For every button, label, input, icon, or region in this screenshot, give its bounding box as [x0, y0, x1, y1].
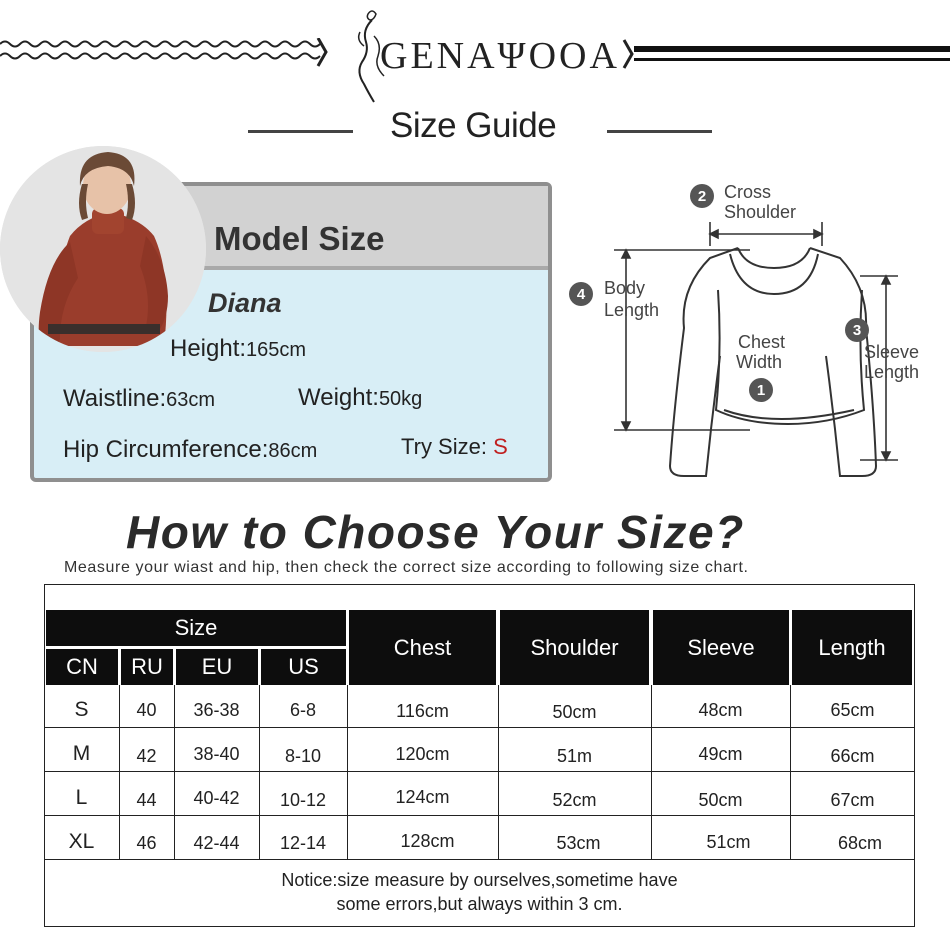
table-cell-sleeve: 51cm [706, 831, 751, 852]
model-photo [0, 146, 206, 352]
col-header-us: US [261, 649, 346, 685]
table-cell-length: 65cm [830, 699, 875, 720]
table-cell-shoulder: 52cm [552, 789, 597, 810]
choose-size-heading: How to Choose Your Size? [126, 506, 745, 558]
model-hip [63, 436, 317, 464]
model-try-size [401, 434, 508, 460]
size-guide-title: Size Guide [390, 106, 557, 145]
table-cell-chest: 116cm [396, 700, 449, 721]
col-header-eu: EU [176, 649, 258, 685]
label-body: Body [604, 278, 646, 298]
table-cell-eu: 40-42 [193, 787, 240, 808]
label-sleeve: Sleeve [864, 342, 920, 362]
label-sleeve-length: Length [864, 362, 920, 382]
table-cell-cn: M [72, 742, 91, 765]
title-rule-left [248, 130, 353, 133]
decorative-wave-left [0, 38, 330, 68]
table-cell-eu: 36-38 [193, 699, 240, 720]
table-cell-us: 12-14 [279, 832, 327, 853]
weight-label: Weight: [298, 384, 379, 411]
label-chest: Chest [738, 332, 786, 352]
table-cell-sleeve: 48cm [698, 699, 743, 720]
hip-value: 86cm [268, 440, 318, 462]
label-cross: Cross [724, 182, 772, 202]
badge-3: 3 [852, 322, 862, 339]
table-cell-ru: 40 [136, 699, 157, 720]
model-name: Diana [208, 288, 282, 318]
table-cell-us: 10-12 [279, 789, 327, 810]
badge-1: 1 [756, 382, 766, 399]
table-cell-length: 66cm [830, 745, 875, 766]
size-notice [44, 868, 915, 916]
table-cell-shoulder: 51m [556, 745, 592, 766]
try-size-label: Try Size: [401, 434, 487, 459]
table-cell-cn: L [75, 786, 88, 809]
table-cell-cn: XL [68, 830, 95, 853]
model-height [170, 335, 306, 363]
label-width: Width [736, 352, 783, 372]
table-cell-ru: 46 [136, 832, 157, 853]
decorative-rule-right [620, 36, 950, 72]
choose-size-instructions: Measure your wiast and hip, then check the correct size according to following size chart. [64, 559, 749, 576]
notice-line-1: Notice:size measure by ourselves,sometime have [281, 870, 678, 890]
table-cell-chest: 120cm [395, 743, 450, 764]
table-cell-ru: 42 [136, 745, 157, 766]
col-header-chest: Chest [349, 610, 496, 685]
table-cell-cn: S [74, 698, 89, 721]
try-size-value: S [493, 434, 508, 459]
col-header-length: Length [792, 610, 912, 685]
table-cell-shoulder: 53cm [556, 832, 601, 853]
col-header-cn: CN [46, 649, 118, 685]
table-cell-sleeve: 50cm [698, 789, 743, 810]
measurement-diagram [560, 170, 950, 490]
label-body-length: Length [604, 300, 660, 320]
size-group-header: Size [46, 610, 346, 646]
model-weight [298, 384, 422, 412]
badge-2: 2 [697, 188, 707, 205]
height-value: 165cm [246, 339, 307, 361]
table-cell-us: 6-8 [289, 699, 316, 720]
badge-4: 4 [576, 286, 586, 303]
weight-value: 50kg [378, 388, 423, 410]
table-cell-eu: 38-40 [193, 743, 240, 764]
model-waist [63, 385, 215, 413]
brand-logo-text: GENAΨOOA [380, 35, 620, 77]
table-cell-chest: 124cm [395, 786, 450, 807]
table-cell-length: 67cm [830, 789, 875, 810]
col-header-ru: RU [121, 649, 173, 685]
table-cell-shoulder: 50cm [552, 701, 597, 722]
col-header-sleeve: Sleeve [653, 610, 789, 685]
model-card-title: Model Size [214, 220, 385, 257]
table-cell-us: 8-10 [284, 745, 322, 766]
col-header-shoulder: Shoulder [500, 610, 649, 685]
table-cell-ru: 44 [136, 789, 157, 810]
waist-label: Waistline: [63, 385, 167, 412]
waist-value: 63cm [166, 389, 216, 411]
model-illustration-icon [0, 146, 206, 352]
height-label: Height: [170, 335, 247, 362]
table-cell-chest: 128cm [400, 830, 455, 851]
table-cell-eu: 42-44 [193, 832, 240, 853]
label-shoulder: Shoulder [724, 202, 797, 222]
table-cell-length: 68cm [837, 832, 882, 853]
notice-line-2: some errors,but always within 3 cm. [336, 894, 623, 914]
table-cell-sleeve: 49cm [698, 743, 743, 764]
title-rule-right [607, 130, 712, 133]
hip-label: Hip Circumference: [63, 436, 269, 463]
